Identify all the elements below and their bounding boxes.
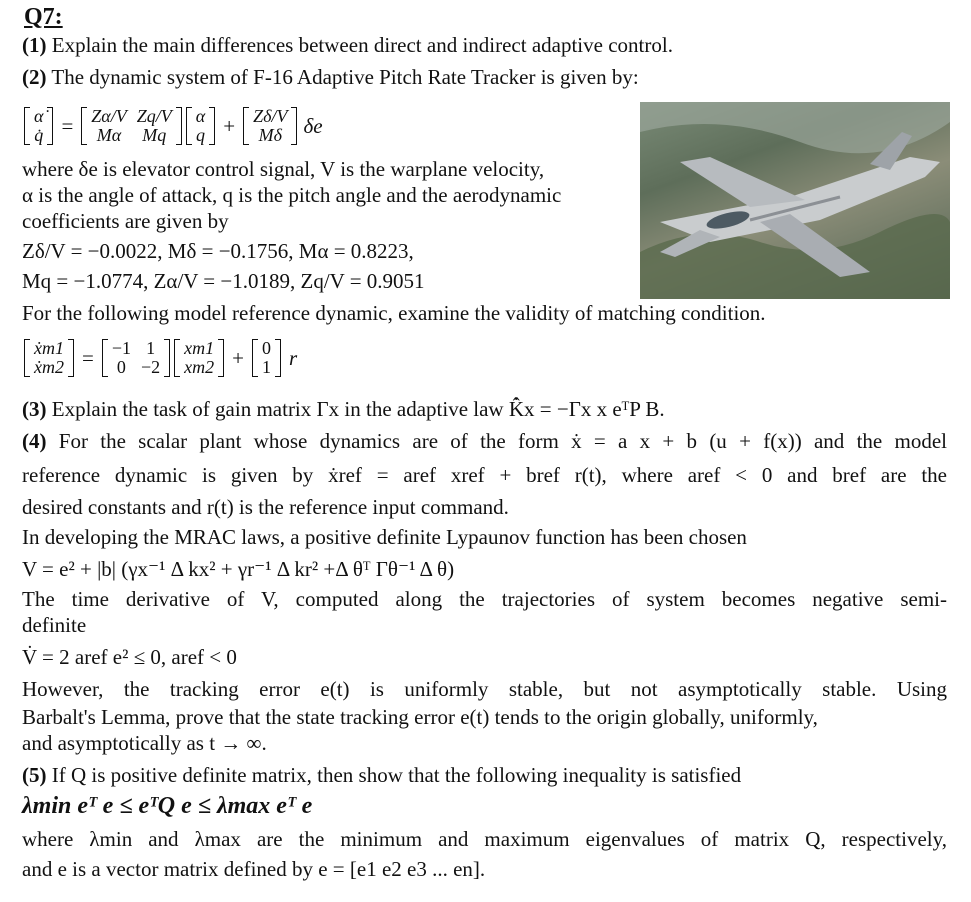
eq1-b-vector — [243, 107, 297, 145]
part4-line-3: desired constants and r(t) is the reference input command. — [22, 495, 509, 519]
eq1-a-11: Mq — [142, 125, 167, 145]
part2-where-1: where δe is elevator control signal, V is the warplane velocity, — [22, 157, 545, 181]
part5-number: (5) — [22, 763, 47, 787]
eq2-b-vector — [252, 339, 281, 377]
eq1-a-01: Zq/V — [136, 106, 172, 126]
eq1-x-1: q — [196, 125, 205, 145]
model-reference-equation: ẋm1 ẋm2 = −1 1 0 −2 xm1 xm2 + 0 1 r — [22, 330, 297, 386]
eq1-a-00: Zα/V — [91, 106, 127, 126]
lyapunov-function: V = e² + |b| (γx⁻¹ Δ kx² + γr⁻¹ Δ kr² +Δ θᵀ Γθ⁻¹ Δ θ) — [22, 557, 455, 581]
eq1-b-1: Mδ — [258, 125, 282, 145]
eq1-b-0: Zδ/V — [253, 106, 288, 126]
part2-number: (2) — [22, 65, 47, 89]
part3-number: (3) — [22, 397, 47, 421]
eq2-state-0: ẋm1 — [34, 338, 64, 358]
part4-line-5: The time derivative of V, computed along the trajectories of system becomes negative semi- — [22, 587, 947, 611]
eq2-a-11: −2 — [141, 357, 161, 377]
eq1-x-vector — [186, 107, 215, 145]
part4-line-8: Barbalt's Lemma, prove that the state tracking error e(t) tends to the origin globally, uniformly, — [22, 705, 818, 729]
part5-line-1: where λmin and λmax are the minimum and maximum eigenvalues of matrix Q, respectively, — [22, 827, 947, 851]
eq2-a-10: 0 — [116, 357, 126, 377]
part4-line-4: In developing the MRAC laws, a positive definite Lypaunov function has been chosen — [22, 525, 747, 549]
question-heading: Q7: — [24, 4, 63, 30]
eq1-state-0: α̇ — [34, 106, 44, 126]
eq2-x-1: xm2 — [184, 357, 215, 377]
part4-line-9: and asymptotically as t → ∞. — [22, 731, 267, 755]
part4-line-1 — [22, 428, 947, 454]
part5-intro-line — [22, 762, 741, 788]
eq2-a-01: 1 — [146, 338, 156, 358]
eq1-a-10: Mα — [96, 125, 122, 145]
part5-intro: If Q is positive definite matrix, then show that the following inequality is satisfied — [51, 763, 742, 787]
eq2-state-1: ẋm2 — [34, 357, 64, 377]
coefficients-line-2: Mq = −1.0774, Zα/V = −1.0189, Zq/V = 0.9051 — [22, 269, 425, 293]
part4-line-6: definite — [22, 613, 87, 637]
eq2-b-0: 0 — [262, 338, 271, 358]
eq1-input: δe — [303, 114, 323, 138]
part4-line-7: However, the tracking error e(t) is uniformly stable, but not asymptotically stable. Using — [22, 677, 947, 701]
part4-line-2: reference dynamic is given by ẋref = aref xref + bref r(t), where aref < 0 and bref are the — [22, 463, 947, 487]
f16-jet-photo — [640, 102, 950, 299]
eq2-a-matrix — [102, 339, 170, 377]
part4-number: (4) — [22, 429, 47, 453]
eq1-state-vector — [24, 107, 53, 145]
part4-text-1: For the scalar plant whose dynamics are of the form ẋ = a x + b (u + f(x)) and the model — [58, 429, 947, 453]
part2-intro: The dynamic system of F-16 Adaptive Pitch Rate Tracker is given by: — [51, 65, 639, 89]
model-reference-line: For the following model reference dynamic, examine the validity of matching condition. — [22, 301, 766, 325]
eq2-x-0: xm1 — [184, 338, 215, 358]
eq1-state-1: q̇ — [34, 125, 44, 145]
part3-text: Explain the task of gain matrix Γx in the adaptive law K̂̇x = −Γx x eᵀP B. — [51, 397, 665, 421]
eq2-b-1: 1 — [262, 357, 271, 377]
part1-line — [22, 32, 673, 58]
f16-jet-icon — [640, 102, 950, 299]
eq2-input: r — [289, 346, 298, 370]
part1-text: Explain the main differences between direct and indirect adaptive control. — [51, 33, 673, 57]
part1-number: (1) — [22, 33, 47, 57]
eigenvalue-inequality: λmin eᵀ e ≤ eᵀQ e ≤ λmax eᵀ e — [22, 793, 313, 819]
part2-intro-line — [22, 64, 639, 90]
eq1-x-0: α — [195, 106, 206, 126]
part3-line — [22, 396, 665, 422]
eq2-a-00: −1 — [111, 338, 131, 358]
part5-line-2: and e is a vector matrix defined by e = [e1 e2 e3 ... en]. — [22, 857, 486, 881]
v-dot-equation: V̇ = 2 aref e² ≤ 0, aref < 0 — [22, 645, 237, 669]
state-equation-1: α̇ q̇ = Zα/V Zq/V Mα Mq α q + Zδ/V Mδ δe — [22, 98, 323, 154]
coefficients-line-1: Zδ/V = −0.0022, Mδ = −0.1756, Mα = 0.8223, — [22, 239, 414, 263]
eq2-state-vector — [24, 339, 74, 377]
part2-where-3: coefficients are given by — [22, 209, 229, 233]
part2-where-2: α is the angle of attack, q is the pitch angle and the aerodynamic — [22, 183, 562, 207]
eq1-a-matrix — [81, 107, 181, 145]
eq2-x-vector — [174, 339, 224, 377]
